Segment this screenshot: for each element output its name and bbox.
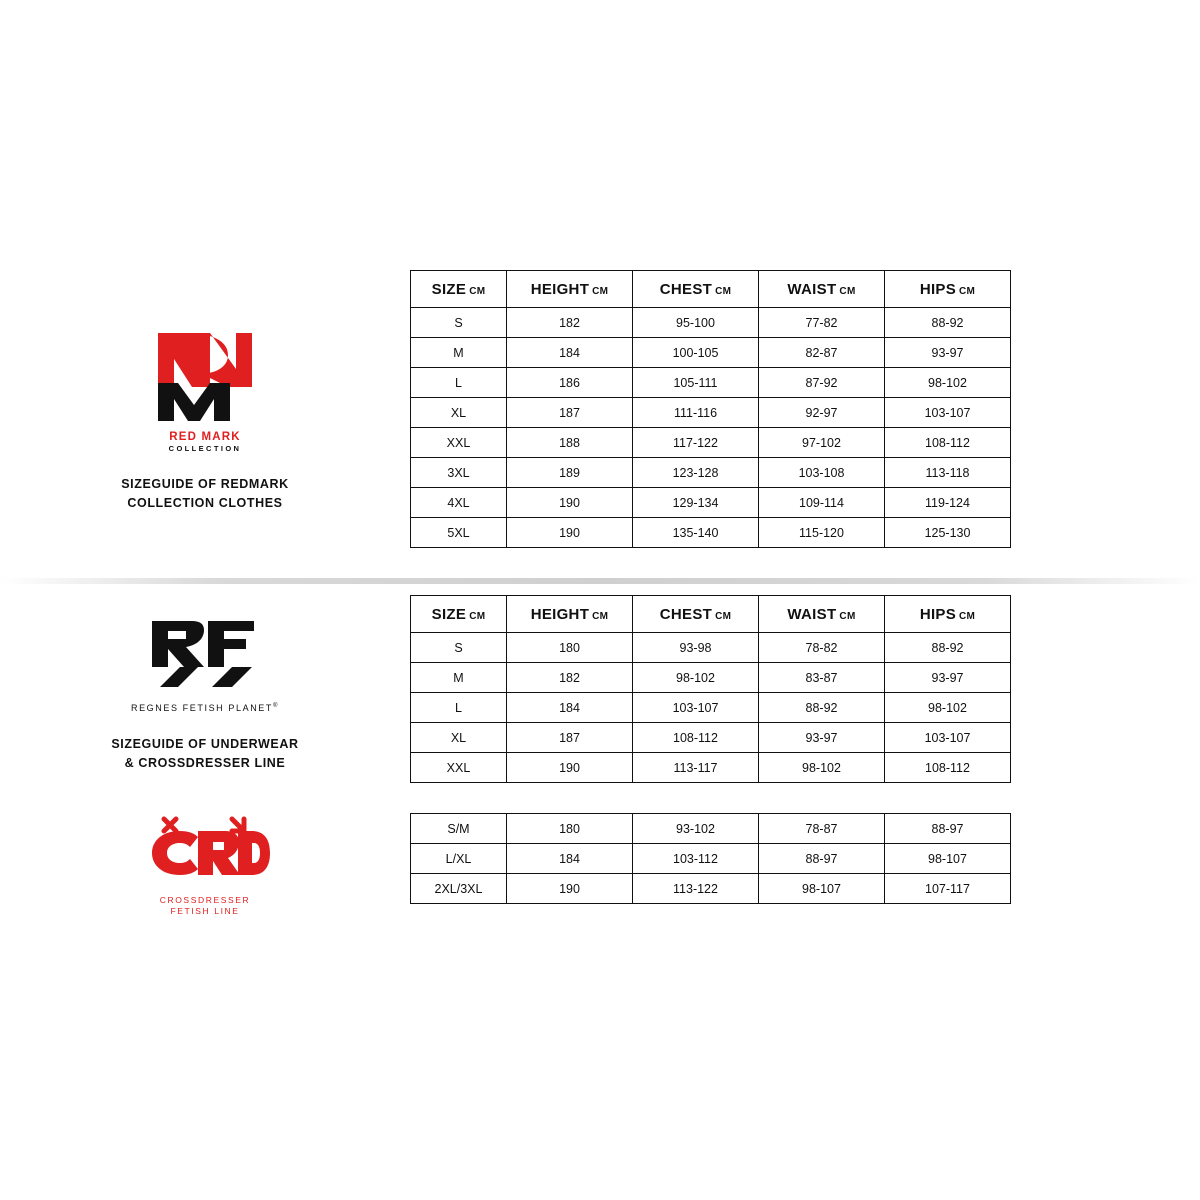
cell-chest: 100-105 [633, 338, 759, 368]
cell-waist: 93-97 [759, 723, 885, 753]
cell-hips: 98-102 [885, 693, 1011, 723]
cell-height: 190 [507, 518, 633, 548]
cell-waist: 88-97 [759, 844, 885, 874]
cell-height: 188 [507, 428, 633, 458]
cell-size: S/M [411, 814, 507, 844]
cell-size: S [411, 633, 507, 663]
table-row [411, 458, 1011, 488]
rfp-caption-line1: SIZEGUIDE OF UNDERWEAR [111, 737, 299, 751]
table-row [411, 338, 1011, 368]
cell-size: M [411, 338, 507, 368]
cell-hips: 108-112 [885, 428, 1011, 458]
cell-size: XXL [411, 753, 507, 783]
cell-hips: 108-112 [885, 753, 1011, 783]
table-row [411, 308, 1011, 338]
table-row [411, 844, 1011, 874]
table-row [411, 874, 1011, 904]
cell-chest: 93-102 [633, 814, 759, 844]
cell-size: 4XL [411, 488, 507, 518]
table-row [411, 693, 1011, 723]
column-header-chest: CHEST CM [633, 596, 759, 633]
size-table-underwear [410, 595, 1011, 783]
cell-size: XXL [411, 428, 507, 458]
cell-size: M [411, 663, 507, 693]
cell-chest: 123-128 [633, 458, 759, 488]
cell-hips: 113-118 [885, 458, 1011, 488]
cell-hips: 103-107 [885, 398, 1011, 428]
column-header-size: SIZE CM [411, 596, 507, 633]
cell-waist: 103-108 [759, 458, 885, 488]
cell-height: 190 [507, 753, 633, 783]
cell-hips: 93-97 [885, 663, 1011, 693]
column-header-hips: HIPS CM [885, 596, 1011, 633]
cell-chest: 113-122 [633, 874, 759, 904]
cell-hips: 119-124 [885, 488, 1011, 518]
cell-chest: 93-98 [633, 633, 759, 663]
column-header-size: SIZE CM [411, 271, 507, 308]
tables-column-rfp [410, 595, 1200, 904]
table-row [411, 633, 1011, 663]
cell-size: L [411, 368, 507, 398]
cell-waist: 109-114 [759, 488, 885, 518]
rfp-registered-mark: ® [273, 703, 280, 709]
crossdresser-brand-block [140, 813, 270, 918]
cell-height: 184 [507, 844, 633, 874]
brand-column-rfp [0, 595, 410, 917]
cell-height: 184 [507, 693, 633, 723]
cell-waist: 97-102 [759, 428, 885, 458]
regnes-fetish-planet-rf-monogram-icon [146, 615, 264, 693]
cell-hips: 107-117 [885, 874, 1011, 904]
cell-hips: 88-97 [885, 814, 1011, 844]
table-row [411, 488, 1011, 518]
redmark-wordmark [169, 431, 242, 453]
cell-waist: 87-92 [759, 368, 885, 398]
redmark-name: RED MARK [169, 431, 241, 443]
table-row [411, 723, 1011, 753]
table-row [411, 814, 1011, 844]
tables-column-redmark [410, 270, 1200, 548]
cell-hips: 103-107 [885, 723, 1011, 753]
cell-height: 182 [507, 663, 633, 693]
table-row [411, 368, 1011, 398]
cell-waist: 92-97 [759, 398, 885, 428]
column-header-waist: WAIST CM [759, 271, 885, 308]
column-header-height: HEIGHT CM [507, 271, 633, 308]
column-header-hips: HIPS CM [885, 271, 1011, 308]
redmark-rm-monogram-icon [140, 325, 270, 425]
crossdresser-wordmark-line1: CROSSDRESSER [159, 894, 251, 905]
cell-hips: 88-92 [885, 308, 1011, 338]
table-header-row [411, 596, 1011, 633]
cell-chest: 135-140 [633, 518, 759, 548]
cell-size: 5XL [411, 518, 507, 548]
cell-height: 184 [507, 338, 633, 368]
redmark-caption [121, 475, 289, 513]
rfp-caption [111, 735, 298, 773]
table-row [411, 753, 1011, 783]
cell-size: S [411, 308, 507, 338]
cell-size: L [411, 693, 507, 723]
cell-waist: 98-102 [759, 753, 885, 783]
cell-height: 190 [507, 874, 633, 904]
size-table-crossdresser [410, 813, 1011, 904]
cell-height: 187 [507, 723, 633, 753]
table-row [411, 518, 1011, 548]
cell-height: 182 [507, 308, 633, 338]
cell-height: 189 [507, 458, 633, 488]
redmark-subtitle: COLLECTION [168, 444, 242, 453]
rfp-wordmark [131, 703, 279, 713]
redmark-caption-line1: SIZEGUIDE OF REDMARK [121, 477, 289, 491]
cell-chest: 129-134 [633, 488, 759, 518]
cell-chest: 111-116 [633, 398, 759, 428]
table-row [411, 398, 1011, 428]
cell-chest: 105-111 [633, 368, 759, 398]
cell-size: L/XL [411, 844, 507, 874]
cell-height: 187 [507, 398, 633, 428]
section-redmark [0, 270, 1200, 548]
cell-hips: 98-102 [885, 368, 1011, 398]
cell-chest: 113-117 [633, 753, 759, 783]
table-header-row [411, 271, 1011, 308]
column-header-chest: CHEST CM [633, 271, 759, 308]
brand-column-redmark [0, 270, 410, 513]
cell-waist: 77-82 [759, 308, 885, 338]
rfp-caption-line2: & CROSSDRESSER LINE [124, 755, 286, 770]
cell-hips: 88-92 [885, 633, 1011, 663]
cell-size: 3XL [411, 458, 507, 488]
cell-waist: 78-82 [759, 633, 885, 663]
cell-waist: 98-107 [759, 874, 885, 904]
cell-chest: 103-107 [633, 693, 759, 723]
cell-size: 2XL/3XL [411, 874, 507, 904]
crossdresser-crd-logo-icon [140, 813, 270, 891]
section-regnes-fetish-planet [0, 595, 1200, 917]
cell-height: 190 [507, 488, 633, 518]
cell-waist: 115-120 [759, 518, 885, 548]
cell-chest: 95-100 [633, 308, 759, 338]
cell-hips: 125-130 [885, 518, 1011, 548]
cell-height: 180 [507, 633, 633, 663]
section-divider [0, 578, 1200, 584]
cell-height: 180 [507, 814, 633, 844]
cell-chest: 117-122 [633, 428, 759, 458]
redmark-caption-line2: COLLECTION CLOTHES [127, 495, 283, 510]
cell-height: 186 [507, 368, 633, 398]
cell-waist: 83-87 [759, 663, 885, 693]
cell-waist: 78-87 [759, 814, 885, 844]
table-row [411, 428, 1011, 458]
cell-hips: 93-97 [885, 338, 1011, 368]
crossdresser-wordmark-line2: FETISH LINE [170, 905, 240, 916]
cell-chest: 98-102 [633, 663, 759, 693]
table-spacer [410, 783, 1200, 813]
column-header-height: HEIGHT CM [507, 596, 633, 633]
column-header-waist: WAIST CM [759, 596, 885, 633]
cell-size: XL [411, 723, 507, 753]
rfp-wordmark-text: REGNES FETISH PLANET [130, 703, 273, 713]
table-row [411, 663, 1011, 693]
cell-chest: 103-112 [633, 844, 759, 874]
size-table-redmark [410, 270, 1011, 548]
cell-hips: 98-107 [885, 844, 1011, 874]
cell-waist: 88-92 [759, 693, 885, 723]
crossdresser-wordmark [160, 895, 251, 918]
cell-waist: 82-87 [759, 338, 885, 368]
cell-size: XL [411, 398, 507, 428]
cell-chest: 108-112 [633, 723, 759, 753]
